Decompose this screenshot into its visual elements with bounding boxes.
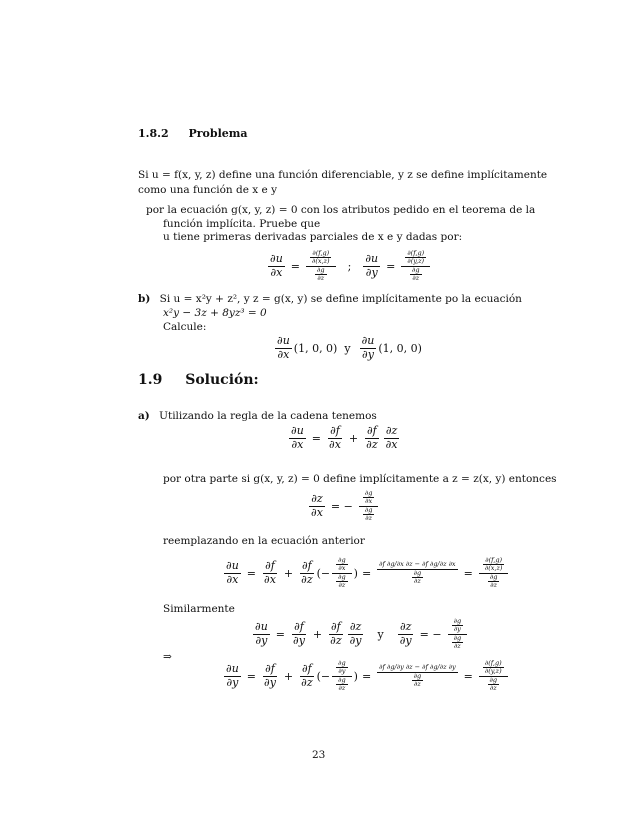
intro-line-1: Si u = f(x, y, z) define una función diferenciable, y z se define implícitamente [138, 169, 548, 181]
part-b-label: b) [138, 293, 151, 305]
formula-chain-rule: $\frac{\partial u}{\partial x}$ = $\frac{\partial f}{\partial x}$ + $\frac{\partial f}{\partial z}$ $\frac{\partial z}{\partial x}$ [291, 424, 398, 451]
subsection-title: Problema [188, 127, 248, 140]
part-b-line-1 [138, 292, 522, 306]
formula-evaluate: $\frac{\partial u}{\partial x}$ (1, 0, 0) y $\frac{\partial u}{\partial y}$ (1, 0, 0) [277, 334, 422, 361]
solution-a-line-3: reemplazando en la ecuación anterior [163, 535, 365, 547]
formula-implicit-z: $\frac{\partial z}{\partial x}$ = − $\frac{\frac{\partial g}{\partial x}}{\frac{\partial g}{\partial z}}$ [307, 490, 380, 523]
intro-line-2: como una función de x e y [138, 184, 278, 196]
part-b-equation: x²y − 3z + 8yz³ = 0 [163, 307, 267, 319]
formula-separator: ; [347, 259, 352, 273]
solution-a-similarly: Similarmente [163, 603, 235, 615]
eval-point-1: (1, 0, 0) [293, 341, 338, 355]
formula-substitution-x: $\frac{\partial u}{\partial x}$ = $\frac{\partial f}{\partial x}$ + $\frac{\partial f}{\partial z}$ (− $\frac{\frac{\partial g}{\partial x}}{\frac{\partial g}{\partial z}}$ ) = $\frac{\partial f \partial g/\partial x \partial z - \partial f \partial g/\partial z \partial x}{\frac{\partial g}{\partial z}}$ = $\frac{\frac{\partial(f,g)}{\partial(x,z)}}{\frac{\partial g}{\partial z}}$ [222, 557, 510, 590]
solution-a-line-2: por otra parte si g(x, y, z) = 0 define implícitamente a z = z(x, y) entonces [163, 473, 557, 485]
part-a-line-3: u tiene primeras derivadas parciales de x e y dadas por: [163, 231, 463, 243]
solution-a-line-1 [138, 409, 377, 423]
formula-partial-derivatives: $\frac{\partial u}{\partial x}$ = $\frac{\frac{\partial(f,g)}{\partial(x,z)}}{\frac{\partial g}{\partial z}}$ ; $\frac{\partial u}{\partial y}$ = $\frac{\frac{\partial(f,g)}{\partial(y,z)}}{\frac{\partial g}{\partial z}}$ [266, 250, 432, 283]
section-title: Solución: [185, 372, 259, 388]
part-a-line-2: función implícita. Pruebe que [163, 218, 321, 230]
section-heading [138, 372, 259, 388]
page-number: 23 [312, 749, 326, 761]
solution-a-text: Utilizando la regla de la cadena tenemos [159, 410, 377, 422]
subsection-number: 1.8.2 [138, 127, 169, 140]
solution-a-label: a) [138, 410, 150, 422]
formula-substitution-y: $\frac{\partial u}{\partial y}$ = $\frac{\partial f}{\partial y}$ + $\frac{\partial f}{\partial z}$ (− $\frac{\frac{\partial g}{\partial y}}{\frac{\partial g}{\partial z}}$ ) = $\frac{\partial f \partial g/\partial y \partial z - \partial f \partial g/\partial z \partial y}{\frac{\partial g}{\partial z}}$ = $\frac{\frac{\partial(f,g)}{\partial(y,z)}}{\frac{\partial g}{\partial z}}$ [222, 660, 510, 693]
part-b-statement: Si u = x²y + z², y z = g(x, y) se define implícitamente po la ecuación [159, 293, 522, 305]
part-a-line-1: por la ecuación g(x, y, z) = 0 con los atributos pedido en el teorema de la [146, 204, 536, 216]
formula-connector: y [377, 627, 384, 641]
formula-chain-rule-y: $\frac{\partial u}{\partial y}$ = $\frac{\partial f}{\partial y}$ + $\frac{\partial f}{\partial z}$ $\frac{\partial z}{\partial y}$ y $\frac{\partial z}{\partial y}$ = − $\frac{\frac{\partial g}{\partial y}}{\frac{\partial g}{\partial z}}$ [251, 618, 469, 651]
part-b-calc: Calcule: [163, 321, 207, 333]
eval-point-2: (1, 0, 0) [378, 341, 422, 355]
implies-arrow: ⇒ [163, 651, 172, 663]
section-number: 1.9 [138, 372, 163, 388]
subsection-heading [138, 127, 248, 140]
eval-connector: y [344, 341, 351, 355]
